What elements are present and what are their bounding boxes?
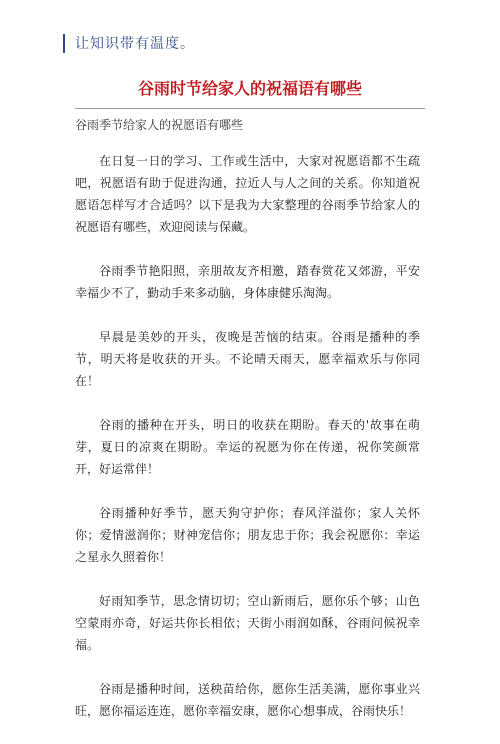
article-title: 谷雨时节给家人的祝福语有哪些 bbox=[137, 79, 362, 98]
paragraph: 谷雨的播种在开头，明日的收获在期盼。春天的'故事在萌芽，夏日的凉爽在期盼。幸运的祝愿为你在传递，祝你笑颜常开，好运常伴！ bbox=[75, 418, 420, 476]
paragraph: 谷雨是播种时间，送秧苗给你，愿你生活美满，愿你事业兴旺，愿你福运连连，愿你幸福安康，愿你心想事成，谷雨快乐！ bbox=[75, 682, 420, 718]
article-subtitle: 谷雨季节给家人的祝愿语有哪些 bbox=[75, 118, 244, 132]
paragraph: 谷雨播种好季节，愿天狗守护你；春风洋溢你；家人关怀你；爱情滋润你；财神宠信你；朋友忠于你；我会祝愿你：幸运之星永久照着你！ bbox=[75, 506, 420, 564]
paragraph: 好雨知季节，思念情切切；空山新雨后，愿你乐个够；山色空蒙雨亦奇，好运共你长相依；天街小雨润如酥，谷雨问候祝幸福。 bbox=[75, 594, 420, 652]
paragraph: 早晨是美妙的开头，夜晚是苦恼的结束。谷雨是播种的季节，明天将是收获的开头。不论晴天雨天，愿幸福欢乐与你同在！ bbox=[75, 330, 420, 388]
header-tagline: 让知识带有温度。 bbox=[75, 36, 195, 52]
title-divider bbox=[75, 108, 425, 109]
paragraph: 在日复一日的学习、工作或生活中，大家对祝愿语都不生疏吧，祝愿语有助于促进沟通，拉近人与人之间的关系。你知道祝愿语怎样写才合适吗？以下是我为大家整理的谷雨季节给家人的祝愿语有哪些，欢迎阅读与保藏。 bbox=[75, 154, 420, 234]
site-header bbox=[63, 33, 195, 53]
article-body bbox=[75, 150, 420, 744]
header-accent-bar bbox=[63, 34, 65, 53]
paragraph: 谷雨季节艳阳照，亲朋故友齐相邀，踏春赏花又郊游，平安幸福少不了，勤动手来多动脑，身体康健乐淘淘。 bbox=[75, 264, 420, 300]
